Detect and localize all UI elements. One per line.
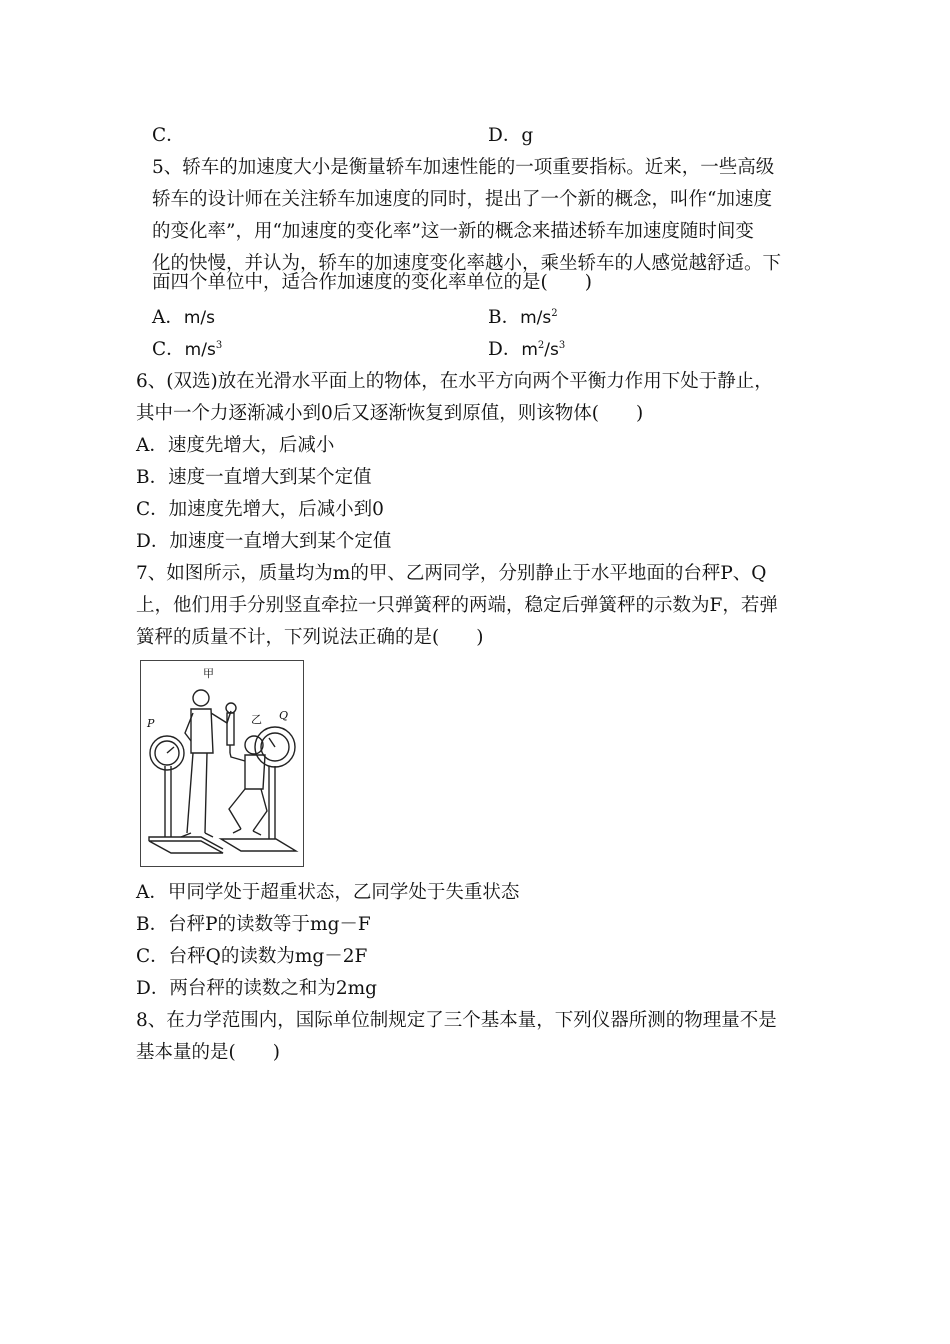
scale-q-platform <box>221 839 296 851</box>
exponent: 3 <box>558 340 566 351</box>
q7-text-line: 簧秤的质量不计，下列说法正确的是( ) <box>136 627 484 648</box>
exponent: 3 <box>215 340 223 351</box>
exponent: 2 <box>551 308 558 319</box>
exponent: 2 <box>537 340 545 351</box>
q6-text-line: 其中一个力逐渐减小到0后又逐渐恢复到原值，则该物体( ) <box>136 403 644 424</box>
q7-figure <box>140 660 304 867</box>
q5-option-c <box>152 338 222 362</box>
q7-text-line: 7、如图所示，质量均为m的甲、乙两同学，分别静止于水平地面的台秤P、Q <box>136 563 767 584</box>
q5-option-d <box>488 338 565 362</box>
q4-option-c: C． <box>152 125 185 146</box>
student-yi-legs <box>229 789 267 831</box>
option-prefix: A． <box>152 307 184 328</box>
q6-option: A．速度先增大，后减小 <box>136 435 335 456</box>
q6-option: B．速度一直增大到某个定值 <box>136 467 372 488</box>
q7-option: B．台秤P的读数等于mg－F <box>136 914 371 935</box>
student-yi-arm <box>230 753 245 761</box>
student-jia-legs <box>187 753 207 833</box>
student-jia-head <box>193 690 209 706</box>
q8-text-line: 8、在力学范围内，国际单位制规定了三个基本量，下列仪器所测的物理量不是 <box>136 1010 777 1031</box>
student-yi-torso <box>245 755 265 789</box>
q5-text-line: 轿车的设计师在关注轿车加速度的同时，提出了一个新的概念，叫作“加速度 <box>152 189 772 210</box>
unit: m/s <box>184 340 216 360</box>
unit: m/s <box>183 308 216 328</box>
q6-text-line: 6、(双选)放在光滑水平面上的物体，在水平方向两个平衡力作用下处于静止， <box>136 371 773 392</box>
q5-text-line: 化的快慢，并认为，轿车的加速度变化率越小，乘坐轿车的人感觉越舒适。下 <box>152 253 782 274</box>
unit: m/s <box>520 308 552 328</box>
q5-text-line: 5、轿车的加速度大小是衡量轿车加速性能的一项重要指标。近来，一些高级 <box>152 157 775 178</box>
label-q: Q <box>279 709 289 722</box>
student-jia-torso <box>191 709 213 753</box>
q5-text-line: 的变化率”，用“加速度的变化率”这一新的概念来描述轿车加速度随时间变 <box>152 221 754 242</box>
q7-option: D．两台秤的读数之和为2mg <box>136 978 377 999</box>
q5-option-b <box>488 306 558 330</box>
q7-text-line: 上，他们用手分别竖直牵拉一只弹簧秤的两端，稳定后弹簧秤的示数为F，若弹 <box>136 595 778 616</box>
label-p: P <box>147 717 155 730</box>
label-yi: 乙 <box>251 713 262 726</box>
unit: m <box>521 340 538 360</box>
student-yi-head <box>245 736 263 754</box>
option-prefix: C． <box>152 339 185 360</box>
label-jia: 甲 <box>203 667 214 680</box>
q5-text-line: 面四个单位中，适合作加速度的变化率单位的是( ) <box>152 272 592 293</box>
q7-option: A．甲同学处于超重状态，乙同学处于失重状态 <box>136 882 520 903</box>
q8-text-line: 基本量的是( ) <box>136 1042 280 1063</box>
option-prefix: B． <box>488 307 521 328</box>
q7-option: C．台秤Q的读数为mg－2F <box>136 946 368 967</box>
unit: /s <box>544 340 559 360</box>
q6-option: D．加速度一直增大到某个定值 <box>136 531 392 552</box>
q5-option-a <box>152 306 215 330</box>
option-prefix: D． <box>488 339 522 360</box>
q4-option-d: D．g <box>488 125 534 146</box>
scales-illustration <box>141 661 303 866</box>
q6-option: C．加速度先增大，后减小到0 <box>136 499 384 520</box>
